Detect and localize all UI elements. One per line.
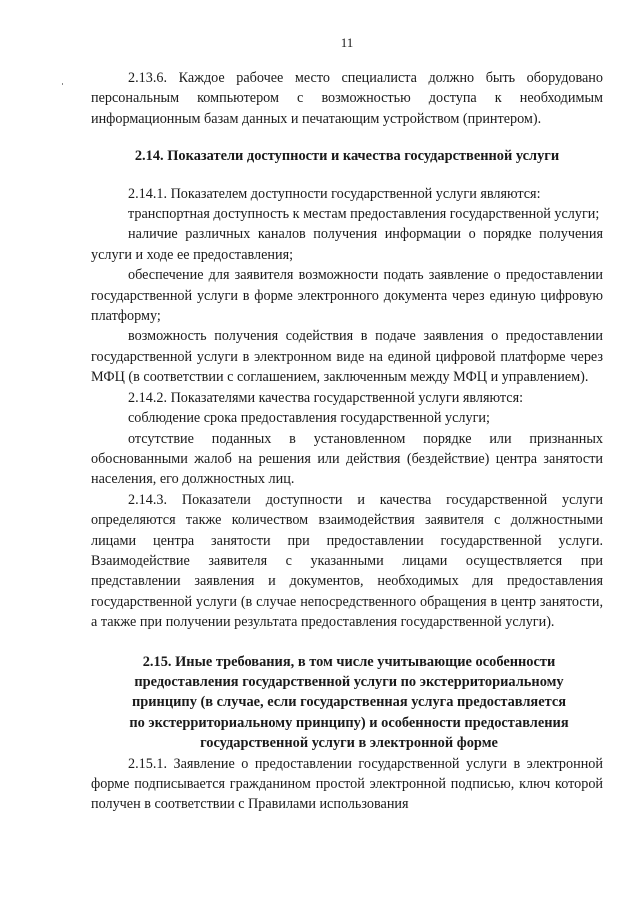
paragraph-2-14-3: 2.14.3. Показатели доступности и качества государственной услуги определяются также количеством взаимодействия заявителя с должностными лицами центра занятости при предоставлении государственной услуги. Взаимодействие заявителя с указанными лицами осуществляется при представлении заявления и документов, необходимых для предоставления государственной услуги (в случае непосредственного обращения в центр занятости, а также при получении результата предоставления государственной услуги). <box>91 491 603 631</box>
heading-line: государственной услуги в электронной форме <box>200 735 498 752</box>
heading-line: 2.15. Иные требования, в том числе учитывающие особенности <box>142 653 556 670</box>
paragraph-channels: наличие различных каналов получения информации о порядке получения услуги и ходе ее предоставления; <box>91 226 603 263</box>
paragraph-no-complaints: отсутствие поданных в установленном порядке или признанных обоснованными жалоб на решения или действия (бездействие) центра занятости населения, его должностных лиц. <box>91 430 603 488</box>
page-number: 11 <box>340 35 354 50</box>
heading-line: по экстерриториальному принципу) и особенности предоставления <box>129 714 569 731</box>
paragraph-deadline: соблюдение срока предоставления государственной услуги; <box>128 410 490 427</box>
paragraph-transport: транспортная доступность к местам предоставления государственной услуги; <box>128 206 600 223</box>
paragraph-mfc-assistance: возможность получения содействия в подаче заявления о предоставлении государственной услуги в электронном виде на единой цифровой платформе через МФЦ (в соответствии с соглашением, заключенным между МФЦ и управлением). <box>91 328 603 386</box>
paragraph-2-14-1: 2.14.1. Показателем доступности государственной услуги являются: <box>128 185 541 202</box>
paragraph-2-14-2: 2.14.2. Показателями качества государственной услуги являются: <box>128 389 524 406</box>
scan-mark <box>62 83 63 85</box>
heading-line: принципу (в случае, если государственная услуга предоставляется <box>131 694 567 711</box>
section-heading-2-15 <box>91 652 603 754</box>
paragraph-2-13-6: 2.13.6. Каждое рабочее место специалиста должно быть оборудовано персональным компьютером с возможностью доступа к необходимым информационным базам данных и печатающим устройством (принтером). <box>91 70 603 127</box>
section-heading-2-14: 2.14. Показатели доступности и качества государственной услуги <box>134 148 560 165</box>
paragraph-2-15-1: 2.15.1. Заявление о предоставлении государственной услуги в электронной форме подписывается гражданином простой электронной подписью, ключ которой получен в соответствии с Правилами использования <box>91 755 603 813</box>
heading-line: предоставления государственной услуги по экстерриториальному <box>134 673 564 690</box>
paragraph-electronic-filing: обеспечение для заявителя возможности подать заявление о предоставлении государственной услуги в форме электронного документа через единую цифровую платформу; <box>91 267 603 325</box>
